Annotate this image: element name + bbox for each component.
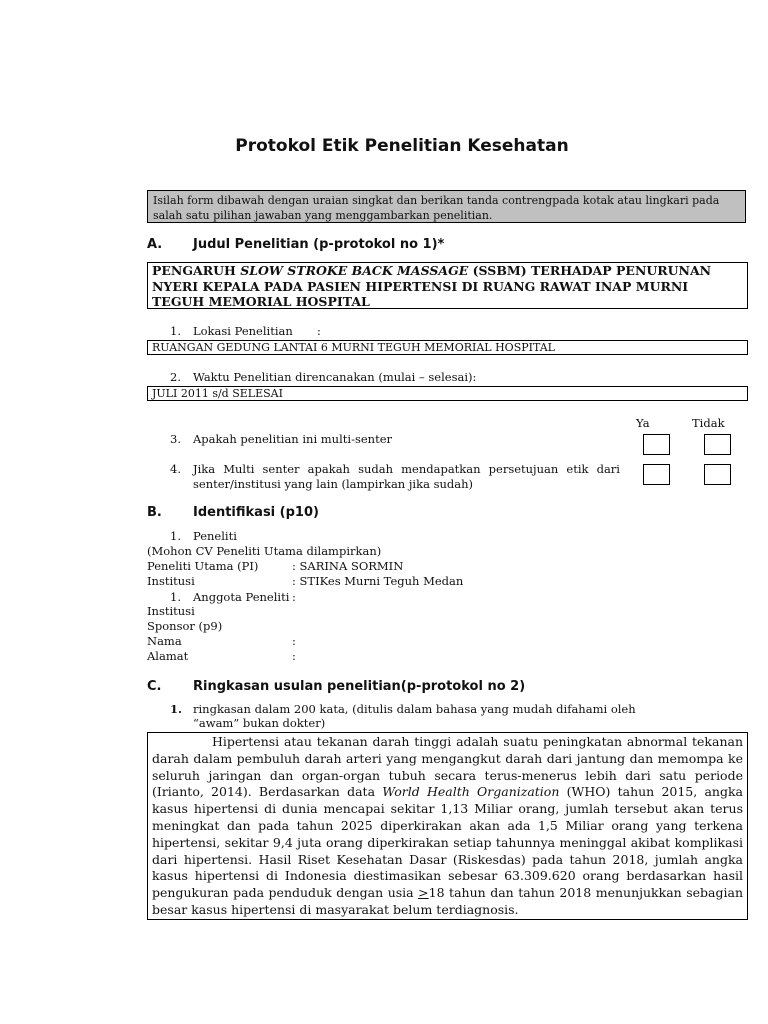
institution-2-label: Institusi: [147, 604, 195, 618]
multicenter-tidak-checkbox[interactable]: [704, 434, 731, 455]
instruction-box: Isilah form dibawah dengan uraian singkat dan berikan tanda contrengpada kotak atau lingkari pada salah satu pilihan jawaban yang menggambarkan penelitian.: [147, 190, 746, 223]
approval-ya-checkbox[interactable]: [643, 464, 670, 485]
alamat-colon: :: [292, 649, 296, 663]
institution-label: Institusi: [147, 574, 195, 588]
summary-instruction-line-2: “awam” bukan dokter): [193, 716, 326, 730]
summary-text-box: [147, 732, 748, 920]
summary-text-2: (WHO) tahun 2015, angka kasus hipertensi di dunia mencapai sekitar 1,13 Miliar orang, jumlah tersebut akan terus meningkat dan pada tahun 2025 diperkirakan akan ada 1,5 Miliar orang yang terkena hipertensi, sekitar 9,4 juta orang diperkirakan setiap tahunnya meninggal akibat komplikasi dari hipertensi. Hasil Riset Kesehatan Dasar (Riskesdas) pada tahun 2018, jumlah angka kasus hipertensi di Indonesia diestimasikan sebesar 63.309.620 orang berdasarkan hasil pengukuran pada penduduk dengan usia: [152, 784, 743, 901]
period-field: JULI 2011 s/d SELESAI: [147, 386, 748, 401]
location-field: RUANGAN GEDUNG LANTAI 6 MURNI TEGUH MEMORIAL HOSPITAL: [147, 340, 748, 355]
item-4-number: 4.: [170, 462, 181, 476]
sponsor-label: Sponsor (p9): [147, 619, 223, 633]
section-c-heading: Ringkasan usulan penelitian(p-protokol no 2): [193, 679, 526, 694]
multicenter-question: Apakah penelitian ini multi-senter: [193, 432, 392, 446]
summary-instruction-line-1: ringkasan dalam 200 kata, (ditulis dalam bahasa yang mudah difahami oleh: [193, 702, 636, 716]
summary-text-3: 18 tahun dan tahun 2018 menunjukkan sebagian besar kasus hipertensi di masyarakat belum terdiagnosis.: [152, 885, 743, 917]
section-c-letter: C.: [147, 679, 162, 694]
column-tidak: Tidak: [692, 416, 725, 430]
anggota-number: 1.: [170, 590, 181, 604]
section-a-heading: Judul Penelitian (p-protokol no 1)*: [193, 237, 445, 252]
research-title-em: SLOW STROKE BACK MASSAGE: [240, 263, 469, 278]
page-title: Protokol Etik Penelitian Kesehatan: [235, 136, 569, 156]
research-title-pre: PENGARUH: [152, 263, 241, 278]
peneliti-number: 1.: [170, 529, 181, 543]
item-1-number: 1.: [170, 324, 181, 338]
pi-label: Peneliti Utama (PI): [147, 559, 259, 573]
summary-item-number: 1.: [170, 702, 183, 716]
summary-text-1: Hipertensi atau tekanan darah tinggi adalah suatu peningkatan abnormal tekanan darah dalam pembuluh darah arteri yang mengangkut darah dari jantung dan memompa ke seluruh jaringan dan organ-organ tubuh secara terus-menerus lebih dari satu periode (Irianto, 2014). Berdasarkan data: [152, 734, 743, 800]
peneliti-label: Peneliti: [193, 529, 237, 543]
nama-label: Nama: [147, 634, 182, 648]
research-title-post: (SSBM) TERHADAP PENURUNAN NYERI KEPALA PADA PASIEN HIPERTENSI DI RUANG RAWAT INAP MURNI TEGUH MEMORIAL HOSPITAL: [152, 263, 712, 309]
section-a-letter: A.: [147, 237, 163, 252]
item-3-number: 3.: [170, 432, 181, 446]
item-2-number: 2.: [170, 370, 181, 384]
multicenter-ya-checkbox[interactable]: [643, 434, 670, 455]
summary-text-em: World Health Organization: [382, 784, 560, 800]
summary-text-ge: >: [418, 885, 429, 901]
anggota-label: Anggota Peneliti: [193, 590, 290, 604]
location-colon: :: [317, 324, 321, 338]
cv-note: (Mohon CV Peneliti Utama dilampirkan): [147, 544, 382, 558]
institution-value: : STIKes Murni Teguh Medan: [292, 574, 464, 588]
pi-value: : SARINA SORMIN: [292, 559, 404, 573]
research-title-box: [147, 262, 748, 309]
location-label: Lokasi Penelitian: [193, 324, 293, 338]
section-b-letter: B.: [147, 505, 162, 520]
section-b-heading: Identifikasi (p10): [193, 505, 319, 520]
anggota-colon: :: [292, 590, 296, 604]
approval-tidak-checkbox[interactable]: [704, 464, 731, 485]
alamat-label: Alamat: [147, 649, 189, 663]
ethics-approval-question: Jika Multi senter apakah sudah mendapatkan persetujuan etik dari senter/institusi yang lain (lampirkan jika sudah): [193, 462, 620, 491]
period-label: Waktu Penelitian direncanakan (mulai – selesai):: [193, 370, 477, 384]
nama-colon: :: [292, 634, 296, 648]
column-ya: Ya: [636, 416, 650, 430]
